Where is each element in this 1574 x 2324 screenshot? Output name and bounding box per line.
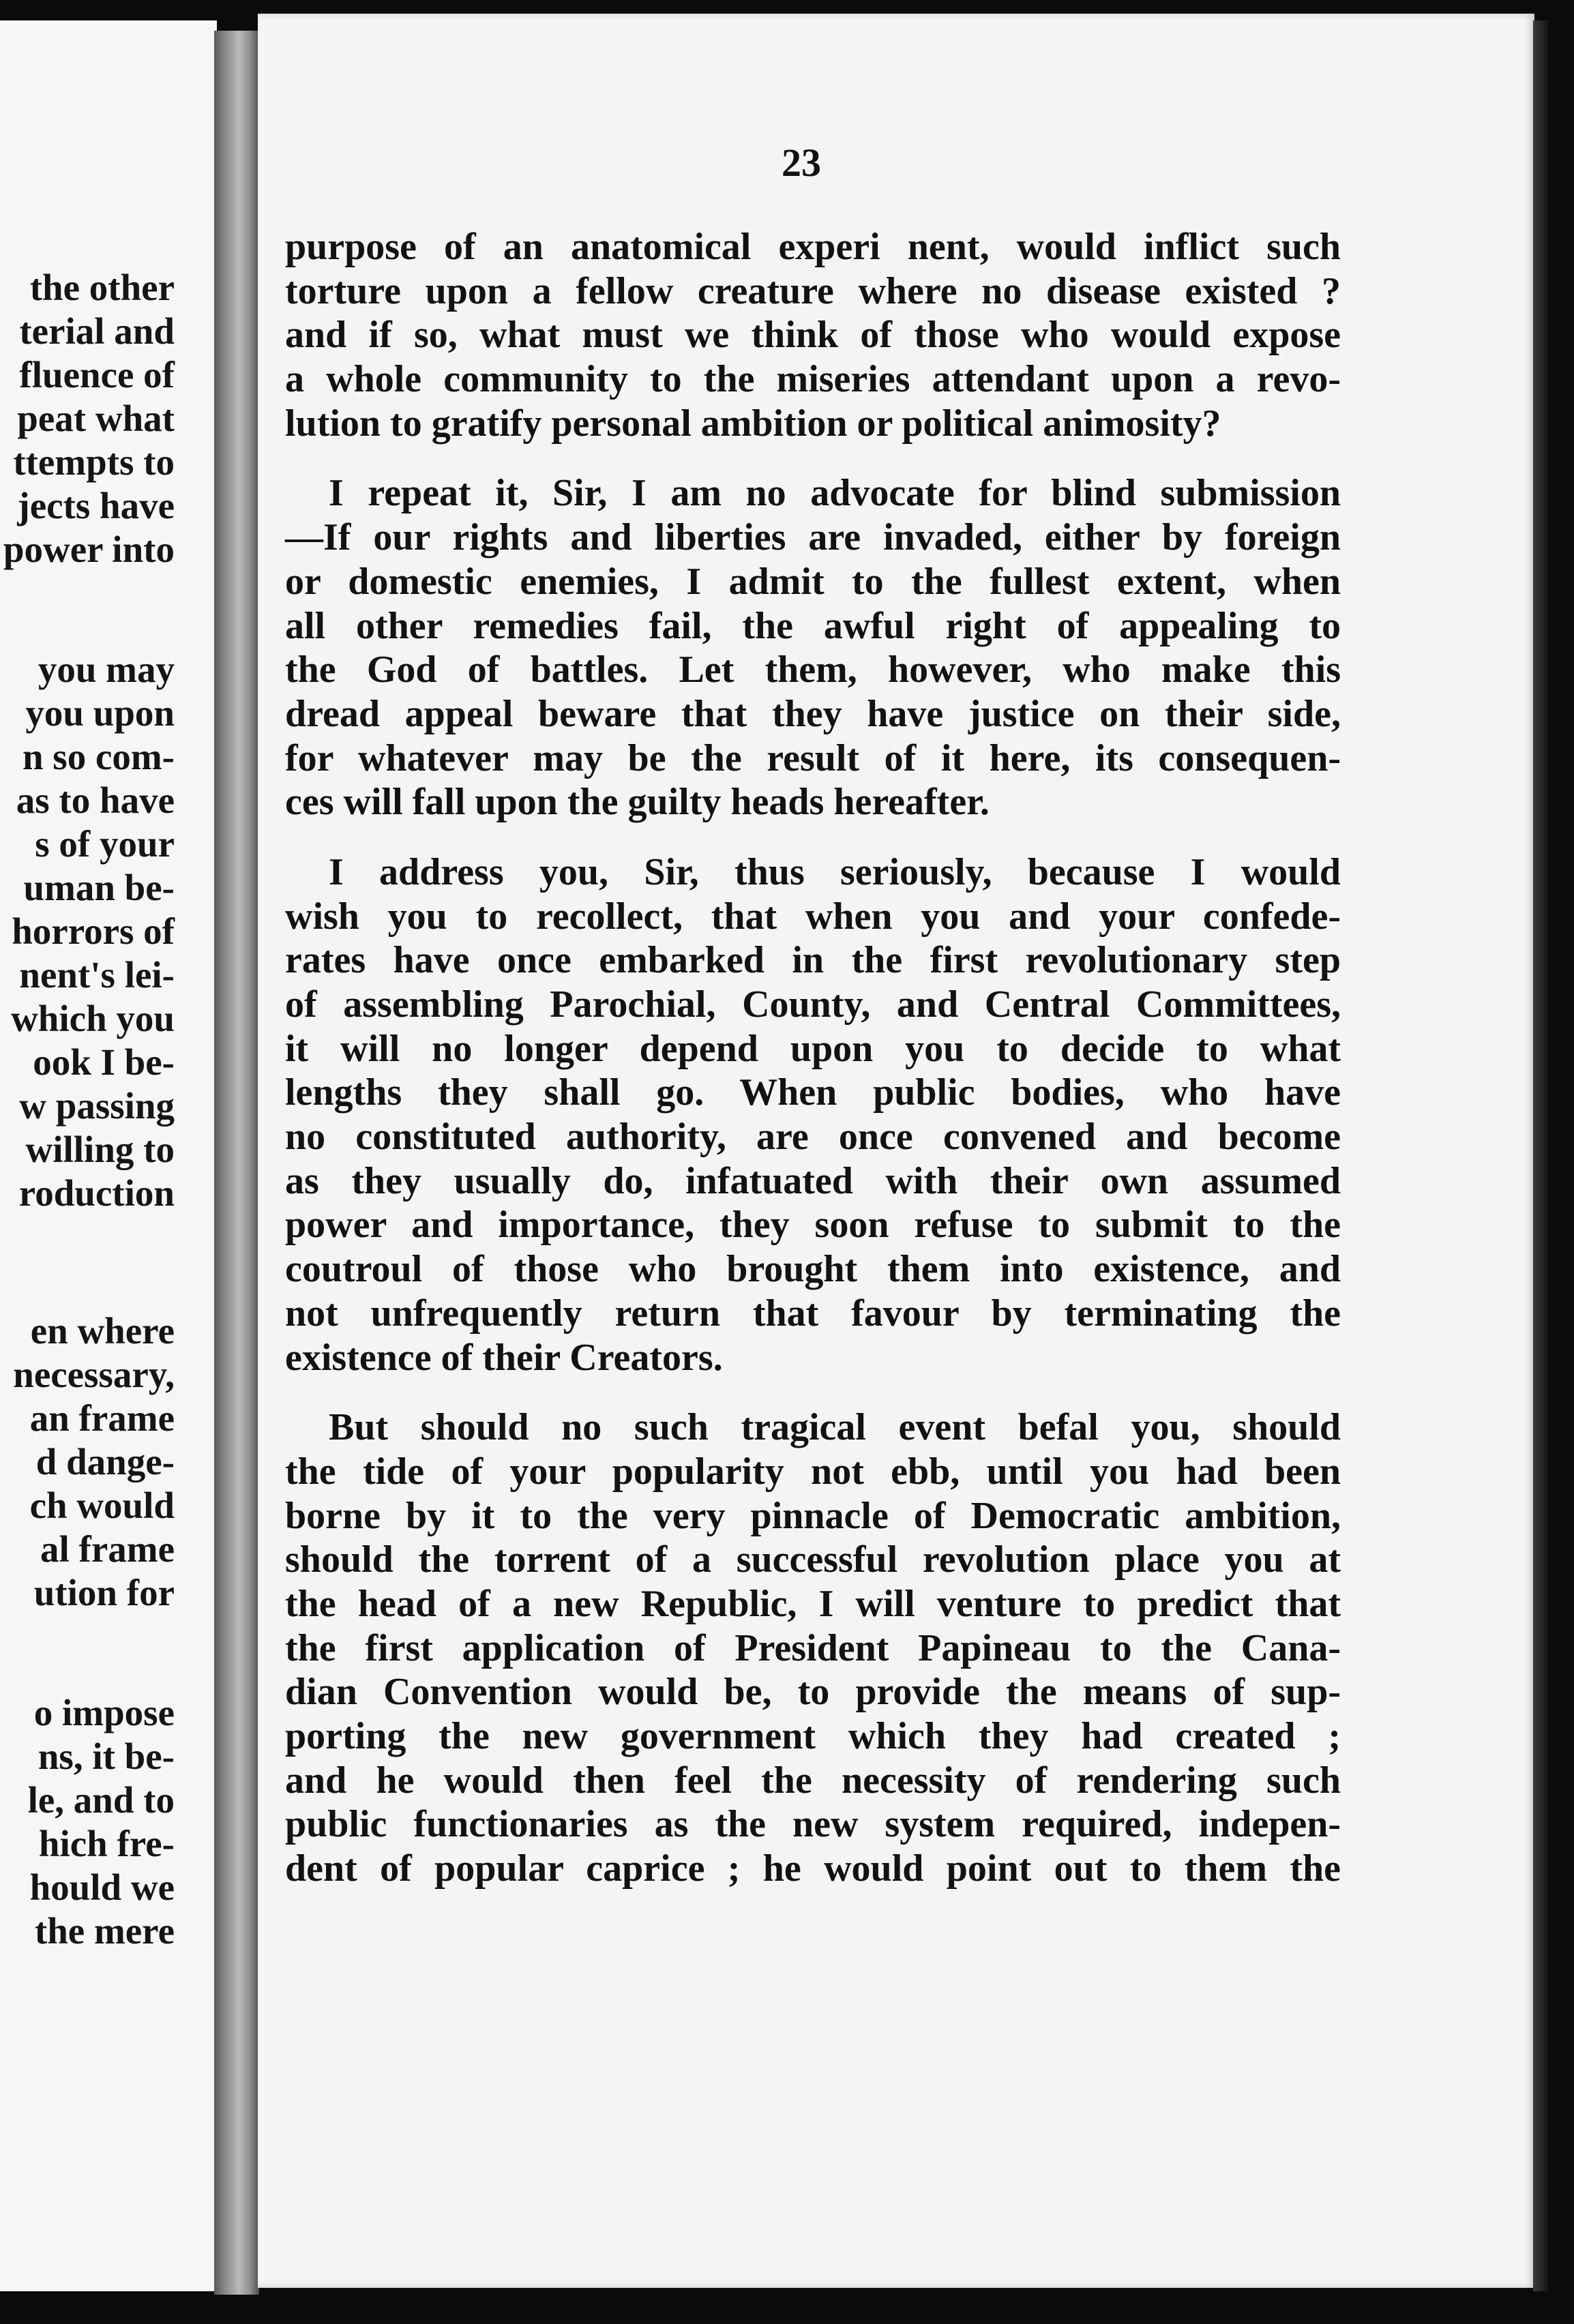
text-line: the head of a new Republic, I will venture to predict that [285, 1582, 1341, 1625]
left-fragment: uman be- [23, 867, 175, 908]
left-fragment: nent's lei- [19, 954, 175, 996]
text-line: public functionaries as the new system required, indepen- [285, 1803, 1341, 1846]
left-fragment: ns, it be- [38, 1735, 175, 1777]
text-line: of assembling Parochial, County, and Central Committees, [285, 983, 1341, 1026]
page-edge-shadow [1533, 20, 1548, 2291]
text-line: borne by it to the very pinnacle of Democratic ambition, [285, 1494, 1341, 1537]
text-line: it will no longer depend upon you to decide to what [285, 1027, 1341, 1070]
text-line: dian Convention would be, to provide the means of sup- [285, 1671, 1341, 1714]
left-fragment: o impose [33, 1692, 175, 1733]
text-line: rates have once embarked in the first revolutionary step [285, 939, 1341, 982]
book-gutter [214, 31, 259, 2295]
left-fragment: w passing [19, 1085, 175, 1127]
text-line: as they usually do, infatuated with their own assumed [285, 1159, 1341, 1202]
left-fragment: you upon [25, 692, 175, 734]
text-line: and he would then feel the necessity of rendering such [285, 1759, 1341, 1802]
left-fragment: d dange- [35, 1441, 175, 1483]
text-line: or domestic enemies, I admit to the fullest extent, when [285, 560, 1341, 603]
text-line: and if so, what must we think of those who would expose [285, 314, 1341, 357]
left-fragment: horrors of [12, 910, 175, 952]
text-line: lengths they shall go. When public bodies, who have [285, 1071, 1341, 1114]
text-line: all other remedies fail, the awful right of appealing to [285, 604, 1341, 647]
text-line: I repeat it, Sir, I am no advocate for blind submission [329, 472, 1341, 515]
left-fragment: power into [3, 528, 175, 570]
left-fragment: hich fre- [38, 1823, 175, 1864]
left-page-edge [0, 20, 217, 2291]
paragraph-1 [285, 225, 1341, 445]
text-line: dent of popular caprice ; he would point out to them the [285, 1847, 1341, 1890]
text-line: coutroul of those who brought them into existence, and [285, 1248, 1341, 1291]
text-line: wish you to recollect, that when you and your confede- [285, 895, 1341, 938]
text-line: purpose of an anatomical experi nent, would inflict such [285, 226, 1341, 268]
text-line: should the torrent of a successful revolution place you at [285, 1538, 1341, 1581]
left-fragment: en where [30, 1310, 175, 1352]
left-fragment: n so com- [22, 736, 175, 777]
left-fragment: terial and [19, 310, 175, 352]
left-fragment: ttempts to [13, 441, 175, 483]
text-line: a whole community to the miseries attendant upon a revo- [285, 358, 1341, 401]
page-number: 23 [782, 140, 821, 185]
text-line: —If our rights and liberties are invaded, either by foreign [285, 516, 1341, 559]
left-fragment: necessary, [13, 1354, 175, 1395]
left-fragment: which you [11, 998, 175, 1039]
paragraph-4 [285, 1405, 1341, 1891]
left-fragment: the other [29, 267, 175, 308]
paragraph-3 [285, 850, 1341, 1380]
left-fragment: al frame [40, 1528, 175, 1570]
left-fragment: willing to [25, 1129, 175, 1170]
text-line: the first application of President Papineau to the Cana- [285, 1626, 1341, 1669]
paragraph-2 [285, 471, 1341, 824]
left-fragment: s of your [35, 823, 175, 865]
left-fragment: jects have [17, 485, 175, 526]
text-line: dread appeal beware that they have justice on their side, [285, 692, 1341, 735]
text-line: porting the new government which they had created ; [285, 1715, 1341, 1757]
left-fragment: roduction [18, 1172, 175, 1214]
text-line: power and importance, they soon refuse to submit to the [285, 1204, 1341, 1247]
text-line: existence of their Creators. [285, 1336, 723, 1379]
text-line: lution to gratify personal ambition or political animosity? [285, 402, 1221, 445]
text-line: not unfrequently return that favour by terminating the [285, 1292, 1341, 1335]
text-line: the tide of your popularity not ebb, until you had been [285, 1450, 1341, 1493]
text-line: ces will fall upon the guilty heads hereafter. [285, 781, 990, 824]
text-line: But should no such tragical event befal you, should [329, 1406, 1341, 1449]
left-fragment: as to have [16, 779, 175, 821]
text-line: the God of battles. Let them, however, who make this [285, 649, 1341, 691]
left-fragment: ch would [29, 1485, 175, 1526]
left-fragment: you may [38, 649, 175, 690]
left-fragment: ution for [33, 1572, 175, 1613]
left-fragment: hould we [29, 1866, 175, 1908]
left-fragment: le, and to [27, 1779, 175, 1821]
body-text [285, 225, 1341, 1917]
text-line: for whatever may be the result of it here, its consequen- [285, 736, 1341, 779]
text-line: no constituted authority, are once convened and become [285, 1116, 1341, 1159]
left-fragment: the mere [34, 1910, 175, 1952]
text-line: torture upon a fellow creature where no disease existed ? [285, 269, 1341, 312]
left-fragment: fluence of [19, 354, 175, 396]
left-fragment: peat what [17, 398, 175, 439]
text-line: I address you, Sir, thus seriously, because I would [329, 850, 1341, 893]
left-fragment: ook I be- [33, 1041, 175, 1083]
left-fragment: an frame [29, 1397, 175, 1439]
